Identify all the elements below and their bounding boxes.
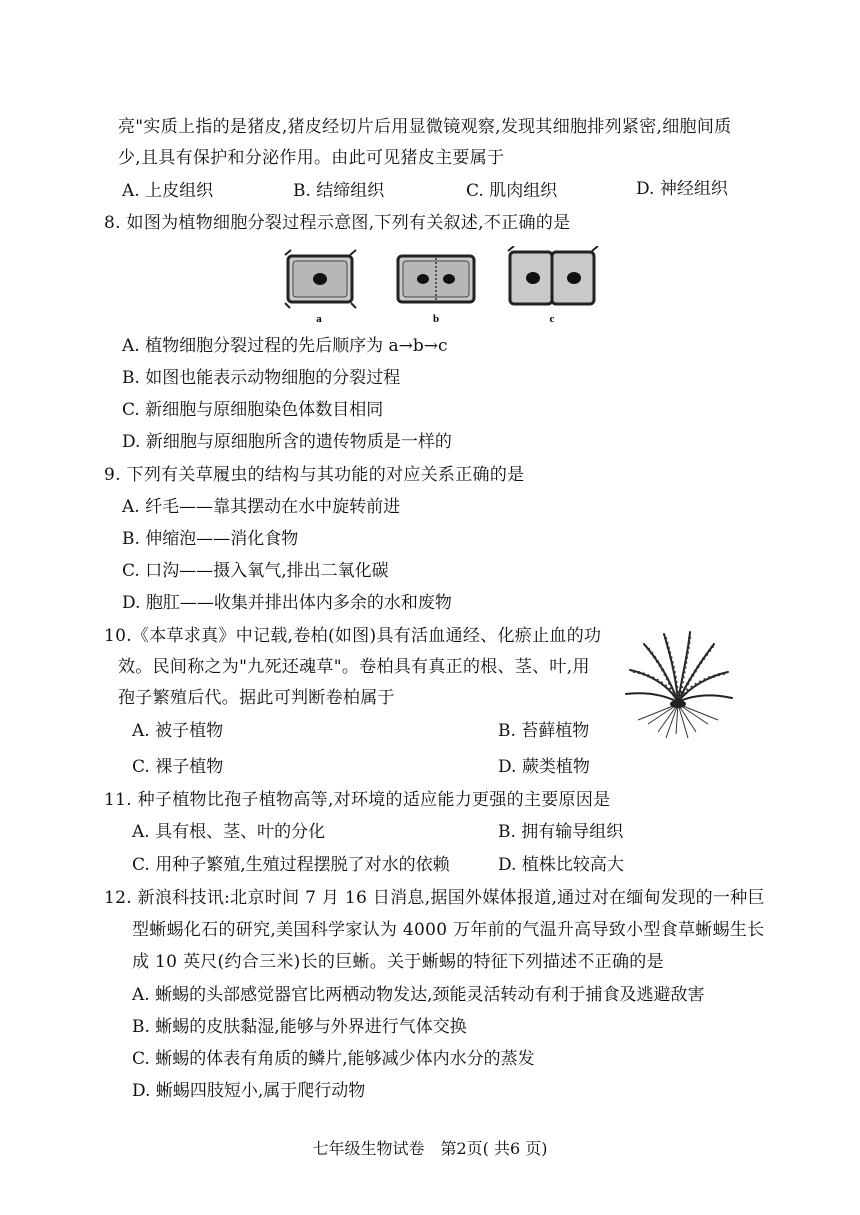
q10-stem-line2: 效。民间称之为"九死还魂草"。卷柏具有真正的根、茎、叶,用 bbox=[118, 657, 590, 677]
q12-option-c: C. 蜥蜴的体表有角质的鳞片,能够减少体内水分的蒸发 bbox=[132, 1049, 535, 1069]
cell-label-c: c bbox=[549, 313, 555, 325]
q10-stem-line1: 10.《本草求真》中记载,卷柏(如图)具有活血通经、化瘀止血的功 bbox=[104, 626, 602, 646]
selaginella-figure bbox=[618, 624, 738, 742]
q10-option-c: C. 裸子植物 bbox=[132, 757, 224, 777]
q10-option-a: A. 被子植物 bbox=[132, 721, 224, 741]
q8-option-c: C. 新细胞与原细胞染色体数目相同 bbox=[122, 400, 384, 420]
q11-stem: 11. 种子植物比孢子植物高等,对环境的适应能力更强的主要原因是 bbox=[104, 790, 611, 810]
q11-option-b: B. 拥有输导组织 bbox=[498, 822, 624, 842]
page-footer: 七年级生物试卷 第2页( 共6 页) bbox=[312, 1139, 548, 1158]
q12-option-a: A. 蜥蜴的头部感觉器官比两栖动物发达,颈能灵活转动有利于捕食及逃避敌害 bbox=[132, 985, 705, 1005]
q11-option-c: C. 用种子繁殖,生殖过程摆脱了对水的依赖 bbox=[132, 855, 450, 875]
q12-option-d: D. 蜥蜴四肢短小,属于爬行动物 bbox=[132, 1081, 366, 1101]
q8-option-b: B. 如图也能表示动物细胞的分裂过程 bbox=[122, 368, 401, 388]
q11-option-a: A. 具有根、茎、叶的分化 bbox=[132, 822, 326, 842]
cell-a-image bbox=[285, 250, 356, 308]
cell-c-image bbox=[508, 246, 598, 304]
q9-option-b: B. 伸缩泡——消化食物 bbox=[122, 529, 299, 549]
q9-option-d: D. 胞肛——收集并排出体内多余的水和废物 bbox=[122, 593, 452, 613]
cell-division-figure bbox=[282, 246, 602, 326]
q7-stem-line1: 亮"实质上指的是猪皮,猪皮经切片后用显微镜观察,发现其细胞排列紧密,细胞间质 bbox=[118, 117, 732, 137]
cell-label-b: b bbox=[432, 313, 440, 325]
q9-option-a: A. 纤毛——靠其摆动在水中旋转前进 bbox=[122, 497, 401, 517]
q12-stem-line1: 12. 新浪科技讯:北京时间 7 月 16 日消息,据国外媒体报道,通过对在缅甸发现的一种巨 bbox=[104, 888, 765, 908]
q7-option-d: D. 神经组织 bbox=[636, 179, 728, 199]
q10-option-b: B. 苔藓植物 bbox=[498, 721, 590, 741]
q8-stem: 8. 如图为植物细胞分裂过程示意图,下列有关叙述,不正确的是 bbox=[104, 213, 571, 233]
q10-stem-line3: 孢子繁殖后代。据此可判断卷柏属于 bbox=[118, 688, 395, 708]
q7-option-c: C. 肌肉组织 bbox=[466, 181, 558, 201]
q7-option-b: B. 结缔组织 bbox=[293, 181, 385, 201]
q12-stem-line2: 型蜥蜴化石的研究,美国科学家认为 4000 万年前的气温升高导致小型食草蜥蜴生长 bbox=[132, 920, 765, 940]
q7-option-a: A. 上皮组织 bbox=[122, 181, 214, 201]
q8-option-a: A. 植物细胞分裂过程的先后顺序为 a→b→c bbox=[122, 336, 448, 356]
q9-stem: 9. 下列有关草履虫的结构与其功能的对应关系正确的是 bbox=[104, 465, 525, 485]
q12-stem-line3: 成 10 英尺(约合三米)长的巨蜥。关于蜥蜴的特征下列描述不正确的是 bbox=[132, 952, 664, 972]
q9-option-c: C. 口沟——摄入氧气,排出二氧化碳 bbox=[122, 561, 389, 581]
q10-option-d: D. 蕨类植物 bbox=[498, 757, 590, 777]
q8-option-d: D. 新细胞与原细胞所含的遗传物质是一样的 bbox=[122, 432, 452, 452]
cell-b-image bbox=[398, 256, 474, 302]
cell-label-a: a bbox=[316, 313, 322, 325]
q7-stem-line2: 少,且具有保护和分泌作用。由此可见猪皮主要属于 bbox=[118, 148, 505, 168]
q12-option-b: B. 蜥蜴的皮肤黏湿,能够与外界进行气体交换 bbox=[132, 1017, 467, 1037]
q11-option-d: D. 植株比较高大 bbox=[498, 855, 624, 875]
